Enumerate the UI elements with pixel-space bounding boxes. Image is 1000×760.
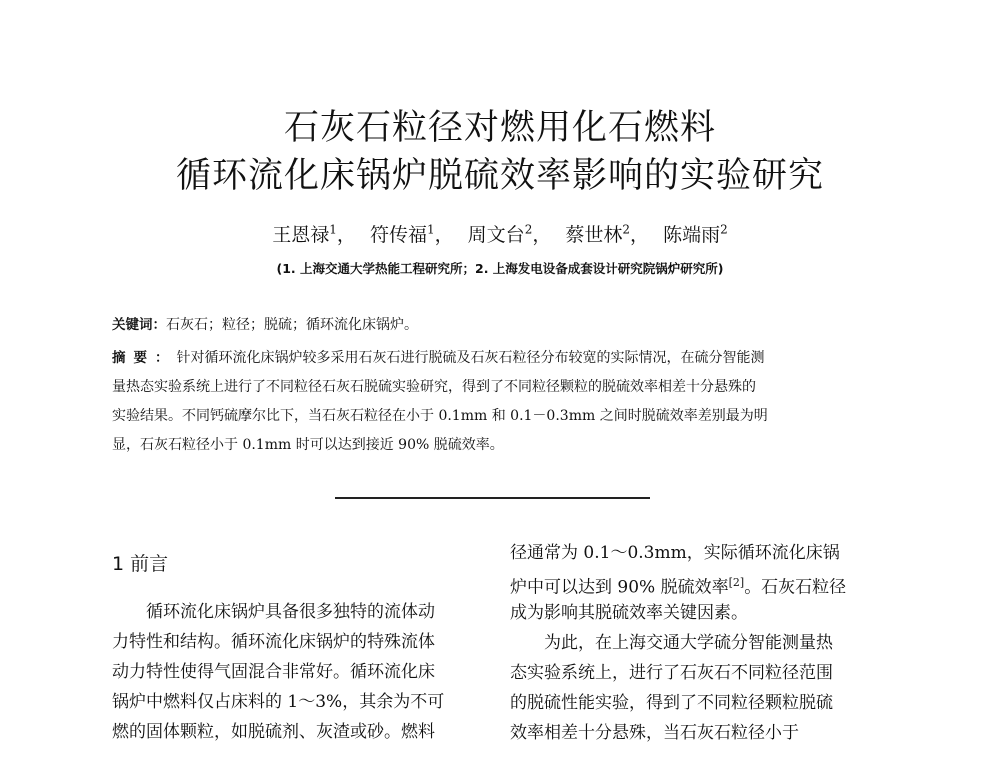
author [663,224,728,246]
abstract-line: 实验结果。不同钙硫摩尔比下，当石灰石粒径在小于 0.1mm 和 0.1－0.3mm 之间时脱硫效率差别最为明 [112,408,768,424]
body-line: 的脱硫性能实验，得到了不同粒径颗粒脱硫 [510,693,833,713]
body-line: 锅炉中燃料仅占床料的 1～3%，其余为不可 [112,692,445,712]
author-name: 王恩禄 [272,224,330,246]
section-divider [335,497,650,499]
body-text: 。石灰石粒径 [744,577,847,598]
body-line: 态实验系统上，进行了石灰石不同粒径范围 [510,663,833,683]
author-name: 符传福 [369,224,427,246]
author-list: 王恩禄$^1$， 符传福$^1$， 周文台$^2$， 蔡世林$^2$， 陈端雨$^2$ [272,222,728,246]
author [565,224,630,246]
body-column-right [510,538,880,748]
body-text: 炉中可以达到 90% 脱硫效率 [510,577,729,598]
paper-title-line-1: 石灰石粒径对燃用化石燃料 [283,108,716,148]
abstract-line: 显，石灰石粒径小于 0.1mm 时可以达到接近 90% 脱硫效率。 [112,437,504,453]
author [468,224,533,246]
paper-title-line-2: 循环流化床锅炉脱硫效率影响的实验研究 [175,156,824,196]
keywords-label: 关键词： [112,317,166,333]
abstract-line: 量热态实验系统上进行了不同粒径石灰石脱硫实验研究，得到了不同粒径颗粒的脱硫效率相差十分悬殊的 [112,379,756,395]
body-line: 循环流化床锅炉具备很多独特的流体动 [146,602,435,622]
author [370,224,435,246]
body-line [510,568,880,598]
author-affiliation-mark: 2 [622,222,631,237]
body-column-left [112,597,478,747]
abstract-text: 针对循环流化床锅炉较多采用石灰石进行脱硫及石灰石粒径分布较宽的实际情况，在硫分智能测 [176,350,765,366]
body-line: 成为影响其脱硫效率关键因素。 [510,603,748,623]
abstract-label: 摘要： [112,350,177,366]
affiliations: (1. 上海交通大学热能工程研究所；2. 上海发电设备成套设计研究院锅炉研究所) [276,261,724,276]
author-name: 周文台 [467,224,525,246]
body-line: 燃的固体颗粒，如脱硫剂、灰渣或砂。燃料 [112,722,435,742]
author-name: 陈端雨 [663,224,721,246]
body-line: 径通常为 0.1～0.3mm，实际循环流化床锅 [510,543,840,563]
abstract [112,344,890,460]
keywords-text: 石灰石；粒径；脱硫；循环流化床锅炉。 [166,317,418,333]
body-line: 为此，在上海交通大学硫分智能测量热 [544,633,833,653]
body-line: 力特性和结构。循环流化床锅炉的特殊流体 [112,632,435,652]
author-affiliation-mark: 1 [426,222,435,237]
abstract-line [112,344,890,373]
author-affiliation-mark: 2 [720,222,728,237]
author-affiliation-mark: 2 [524,222,533,237]
body-line: 动力特性使得气固混合非常好。循环流化床 [112,662,435,682]
author [272,224,337,246]
section-heading: 1 前言 [112,553,169,575]
body-line: 效率相差十分悬殊，当石灰石粒径小于 [510,723,799,743]
author-affiliation-mark: 1 [329,222,337,237]
citation-ref[interactable]: [2] [728,576,745,589]
keywords [112,313,887,334]
author-name: 蔡世林 [565,224,623,246]
